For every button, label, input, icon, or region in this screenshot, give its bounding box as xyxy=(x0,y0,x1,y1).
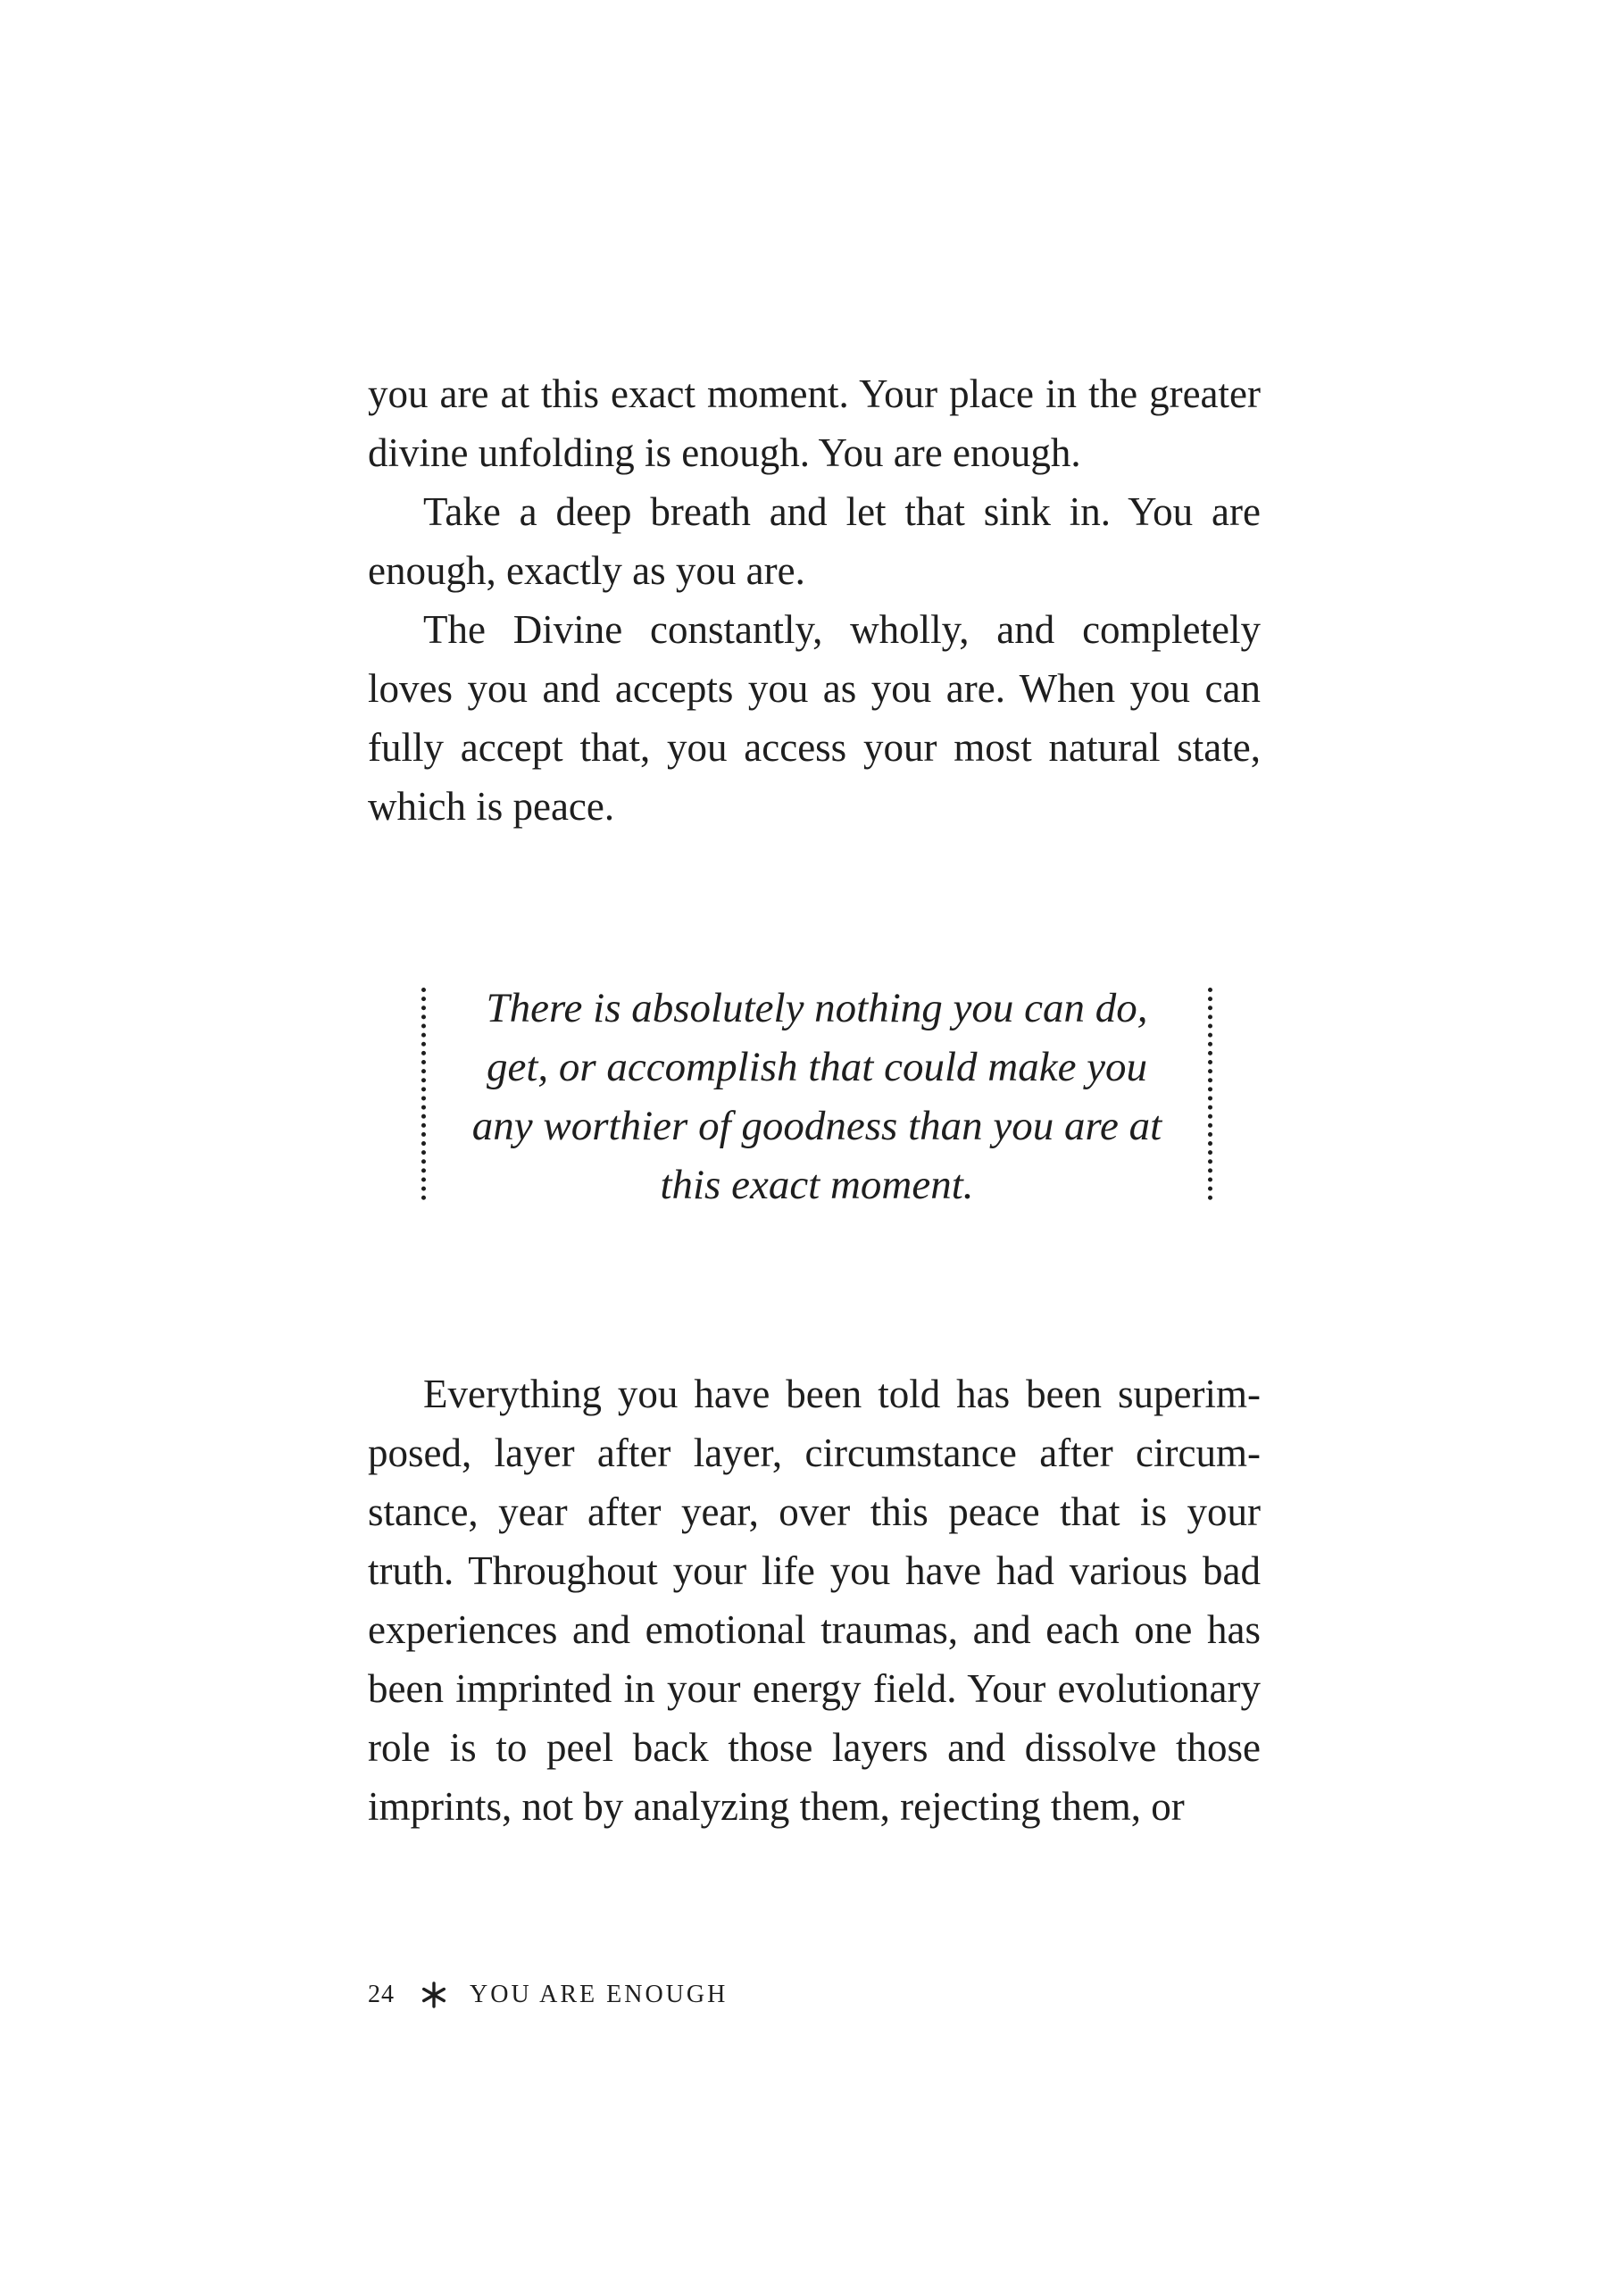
paragraph-divine-love: The Divine constantly, wholly, and completely loves you and accepts you as you are. When you can fully accept that, you access your most natural state, which is peace. xyxy=(368,607,1261,829)
paragraph-continuation: you are at this exact moment. Your place in the greater divine unfolding is enough. You are enough. xyxy=(368,371,1261,475)
paragraph-superimposed: Everything you have been told has been superimposed, layer after layer, circumstance after circumstance, year after year, over this peace that is your truth. Throughout your life you have had various bad experiences and emotional traumas, and each one has been imprinted in your energy field. Your evolutionary role is to peel back those layers and dissolve those imprints, not by analyzing them, rejecting them, or xyxy=(368,1372,1261,1829)
dotted-rule-left xyxy=(421,988,426,1200)
top-text-block xyxy=(368,364,1261,836)
page-number: 24 xyxy=(368,1981,395,2008)
paragraph-deep-breath: Take a deep breath and let that sink in. You are enough, exactly as you are. xyxy=(368,489,1261,593)
pull-quote-text: There is absolutely nothing you can do, get, or accomplish that could make you any worthier of goodness than you are at this exact moment. xyxy=(471,985,1162,1208)
dotted-rule-right xyxy=(1208,988,1212,1200)
star-icon xyxy=(420,1981,448,2009)
running-footer xyxy=(368,1979,728,2011)
book-title: YOU ARE ENOUGH xyxy=(470,1981,729,2008)
pull-quote xyxy=(421,979,1212,1209)
bottom-text-block xyxy=(368,1364,1261,1836)
